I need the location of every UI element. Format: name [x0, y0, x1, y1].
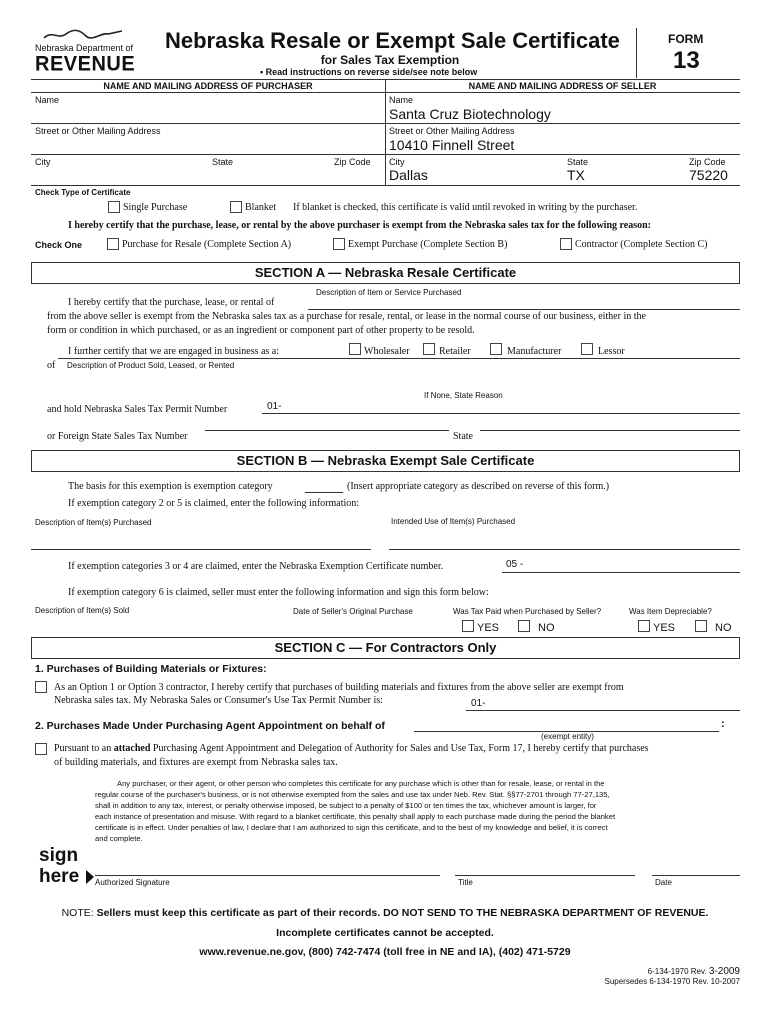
- address-divider: [385, 79, 386, 185]
- form-number: 13: [673, 47, 700, 74]
- signature-swoosh-icon: [42, 28, 124, 42]
- seller-street-label: Street or Other Mailing Address: [389, 126, 515, 136]
- depreciable-label: Was Item Depreciable?: [629, 607, 712, 616]
- intended-use-field[interactable]: [389, 549, 740, 550]
- product-description-field[interactable]: [58, 358, 740, 359]
- contractor-heading-2: 2. Purchases Made Under Purchasing Agent Appointment on behalf of: [35, 720, 385, 732]
- exempt-entity-label: (exempt entity): [541, 732, 594, 741]
- title-label: Title: [458, 878, 473, 887]
- item-description-field[interactable]: [308, 309, 740, 310]
- contractor-heading-1: 1. Purchases of Building Materials or Fixtures:: [35, 663, 267, 675]
- header-divider: [636, 28, 637, 78]
- blanket-checkbox[interactable]: [230, 201, 242, 213]
- signature-label: Authorized Signature: [95, 878, 170, 887]
- purchaser-city-label: City: [35, 157, 51, 167]
- title-field[interactable]: [455, 875, 635, 876]
- depreciable-no-checkbox[interactable]: [695, 620, 707, 632]
- foreign-state-field[interactable]: [480, 430, 740, 431]
- permit-number-field[interactable]: [262, 413, 740, 414]
- option-contractor-checkbox[interactable]: [35, 681, 47, 693]
- contact-info: www.revenue.ne.gov, (800) 742-7474 (toll free in NE and IA), (402) 471-5729: [199, 946, 571, 958]
- section-c-title: SECTION C — For Contractors Only: [274, 640, 497, 655]
- wholesaler-label: Wholesaler: [364, 346, 410, 357]
- manufacturer-label: Manufacturer: [507, 346, 562, 357]
- check-one-label: Check One: [35, 240, 83, 250]
- seller-heading: NAME AND MAILING ADDRESS OF SELLER: [468, 81, 657, 91]
- contractor-paragraph-2a: Pursuant to an attached Purchasing Agent Appointment and Delegation of Authority for Sales and Use Tax, Form 17, I hereby certify that purchases: [54, 743, 649, 754]
- intended-use-label: Intended Use of Item(s) Purchased: [391, 517, 516, 526]
- resale-checkbox[interactable]: [107, 238, 119, 250]
- purchaser-name-label: Name: [35, 95, 60, 105]
- insert-category-note: (Insert appropriate category as described on reverse of this form.): [347, 481, 610, 492]
- seller-zip-label: Zip Code: [689, 157, 726, 167]
- purchasing-agent-checkbox[interactable]: [35, 743, 47, 755]
- category-3-4-instruction: If exemption categories 3 or 4 are claimed, enter the Nebraska Exemption Certificate number.: [68, 561, 444, 572]
- incomplete-notice: Incomplete certificates cannot be accepted.: [276, 927, 494, 939]
- wholesaler-checkbox[interactable]: [349, 343, 361, 355]
- retailer-checkbox[interactable]: [423, 343, 435, 355]
- category-6-instruction: If exemption category 6 is claimed, seller must enter the following information and sign this form below:: [68, 587, 489, 598]
- item-description-label: Description of Item or Service Purchased: [316, 288, 462, 297]
- contractor-option-label: Contractor (Complete Section C): [575, 239, 708, 250]
- date-label: Date: [655, 878, 672, 887]
- manufacturer-checkbox[interactable]: [490, 343, 502, 355]
- penalty-statement: Any purchaser, or their agent, or other person who completes this certificate for any purchase which is other than for resale, lease, or rental in the regular course of the purchaser's business, or is not otherwise exempted from the sales and use tax under Neb. Rev. Stat. §§77-2701 through 77-27,135, shall in addition to any tax, interest, or penalty otherwise imposed, be subject to a penalty of $100 or ten times the tax, whichever amount is larger, for each instance of presentation and misuse. With regard to a blanket certificate, this penalty shall apply to each purchase made during the period the blanket certificate is in effect. Under penalties of law, I declare that I am authorized to sign this certificate, and to the best of my knowledge and belief, it is correct and complete.: [95, 779, 616, 843]
- blanket-label: Blanket: [245, 202, 277, 213]
- permit-prefix: 01-: [267, 401, 282, 412]
- foreign-state-label: State: [453, 431, 473, 442]
- single-purchase-checkbox[interactable]: [108, 201, 120, 213]
- department-name: Nebraska Department of: [35, 43, 134, 53]
- contractor-permit-field[interactable]: [466, 710, 740, 711]
- form-title: Nebraska Resale or Exempt Sale Certificate: [165, 28, 620, 53]
- depreciable-no-label: NO: [715, 622, 732, 634]
- category-2-5-instruction: If exemption category 2 or 5 is claimed, enter the following information:: [68, 498, 360, 509]
- exempt-option-label: Exempt Purchase (Complete Section B): [348, 239, 508, 250]
- lessor-label: Lessor: [598, 346, 625, 357]
- supersedes-note: Supersedes 6-134-1970 Rev. 10-2007: [604, 977, 740, 986]
- section-a-line2: from the above seller is exempt from the Nebraska sales tax as a purchase for resale, rental, or lease in the normal course of our business, either in the: [47, 311, 646, 322]
- foreign-tax-label: or Foreign State Sales Tax Number: [47, 431, 188, 442]
- seller-zip-field[interactable]: 75220: [689, 167, 728, 183]
- purchaser-street-label: Street or Other Mailing Address: [35, 126, 161, 136]
- form-subtitle: for Sales Tax Exemption: [320, 53, 460, 67]
- heading-2-colon: :: [721, 718, 725, 730]
- certificate-type-label: Check Type of Certificate: [35, 188, 131, 197]
- sign-here-arrow-icon: [86, 870, 94, 884]
- purchaser-zip-label: Zip Code: [334, 157, 371, 167]
- lessor-checkbox[interactable]: [581, 343, 593, 355]
- section-a-header: [31, 262, 740, 284]
- section-a-line1: I hereby certify that the purchase, lease, or rental of: [68, 297, 275, 308]
- signature-field[interactable]: [95, 875, 440, 876]
- section-b-title: SECTION B — Nebraska Exempt Sale Certificate: [236, 453, 535, 468]
- retention-note: NOTE: Sellers must keep this certificate as part of their records. DO NOT SEND TO THE NEBRASKA DEPARTMENT OF REVENUE.: [61, 907, 709, 919]
- exemption-category-field[interactable]: [305, 492, 343, 493]
- of-label: of: [47, 360, 56, 371]
- product-description-label: Description of Product Sold, Leased, or Rented: [67, 361, 235, 370]
- section-a-title: SECTION A — Nebraska Resale Certificate: [254, 265, 517, 280]
- basis-label: The basis for this exemption is exemption category: [68, 481, 273, 492]
- exempt-checkbox[interactable]: [333, 238, 345, 250]
- section-b-header: [31, 450, 740, 472]
- depreciable-yes-label: YES: [653, 622, 676, 634]
- seller-city-field[interactable]: Dallas: [389, 167, 428, 183]
- section-a-line3: form or condition in which purchased, or as an ingredient or component part of other property to be resold.: [47, 325, 475, 336]
- revenue-wordmark: REVENUE: [35, 52, 136, 76]
- purchaser-heading: NAME AND MAILING ADDRESS OF PURCHASER: [103, 81, 313, 91]
- tax-paid-no-label: NO: [538, 622, 555, 634]
- tax-paid-yes-checkbox[interactable]: [462, 620, 474, 632]
- section-c-header: [31, 637, 740, 659]
- seller-street-field[interactable]: 10410 Finnell Street: [389, 137, 515, 153]
- single-purchase-label: Single Purchase: [123, 202, 188, 213]
- tax-paid-yes-label: YES: [477, 622, 500, 634]
- certificate-prefix: 05 -: [506, 559, 524, 570]
- purchased-description-field[interactable]: [31, 549, 371, 550]
- tax-paid-no-checkbox[interactable]: [518, 620, 530, 632]
- contractor-paragraph-1a: As an Option 1 or Option 3 contractor, I hereby certify that purchases of building materials and fixtures from the above seller are exempt from: [54, 682, 624, 693]
- purchaser-state-label: State: [212, 157, 234, 167]
- seller-city-label: City: [389, 157, 405, 167]
- seller-name-field[interactable]: Santa Cruz Biotechnology: [389, 106, 551, 122]
- resale-option-label: Purchase for Resale (Complete Section A): [122, 239, 292, 250]
- section-a-line4: I further certify that we are engaged in business as a:: [68, 346, 280, 357]
- contractor-checkbox[interactable]: [560, 238, 572, 250]
- certify-statement: I hereby certify that the purchase, lease, or rental by the above purchaser is exempt from the Nebraska sales tax for the following reason:: [68, 220, 652, 231]
- retailer-label: Retailer: [439, 346, 471, 357]
- if-none-label: If None, State Reason: [424, 391, 503, 400]
- foreign-tax-number-field[interactable]: [205, 430, 449, 431]
- items-sold-label: Description of Item(s) Sold: [35, 606, 130, 615]
- seller-state-field[interactable]: TX: [567, 167, 585, 183]
- seller-name-label: Name: [389, 95, 414, 105]
- contractor-paragraph-1b: Nebraska sales tax. My Nebraska Sales or Consumer's Use Tax Permit Number is:: [54, 695, 383, 706]
- permit-label: and hold Nebraska Sales Tax Permit Number: [47, 404, 228, 415]
- depreciable-yes-checkbox[interactable]: [638, 620, 650, 632]
- sign-label: sign: [39, 845, 79, 866]
- instructions-note: • Read instructions on reverse side/see note below: [260, 67, 478, 77]
- blanket-note: If blanket is checked, this certificate is valid until revoked in writing by the purchaser.: [293, 202, 638, 213]
- original-purchase-date-label: Date of Seller's Original Purchase: [293, 607, 413, 616]
- tax-paid-label: Was Tax Paid when Purchased by Seller?: [453, 607, 602, 616]
- exemption-certificate-field[interactable]: [502, 572, 740, 573]
- here-label: here: [39, 866, 80, 887]
- date-field[interactable]: [652, 875, 740, 876]
- purchased-description-label: Description of Item(s) Purchased: [35, 518, 152, 527]
- form-label: FORM: [668, 32, 704, 46]
- contractor-paragraph-2b: of building materials, and fixtures are exempt from Nebraska sales tax.: [54, 757, 338, 768]
- seller-state-label: State: [567, 157, 589, 167]
- contractor-permit-prefix: 01-: [471, 698, 486, 709]
- revision-number: 6-134-1970 Rev. 3-2009: [647, 966, 740, 977]
